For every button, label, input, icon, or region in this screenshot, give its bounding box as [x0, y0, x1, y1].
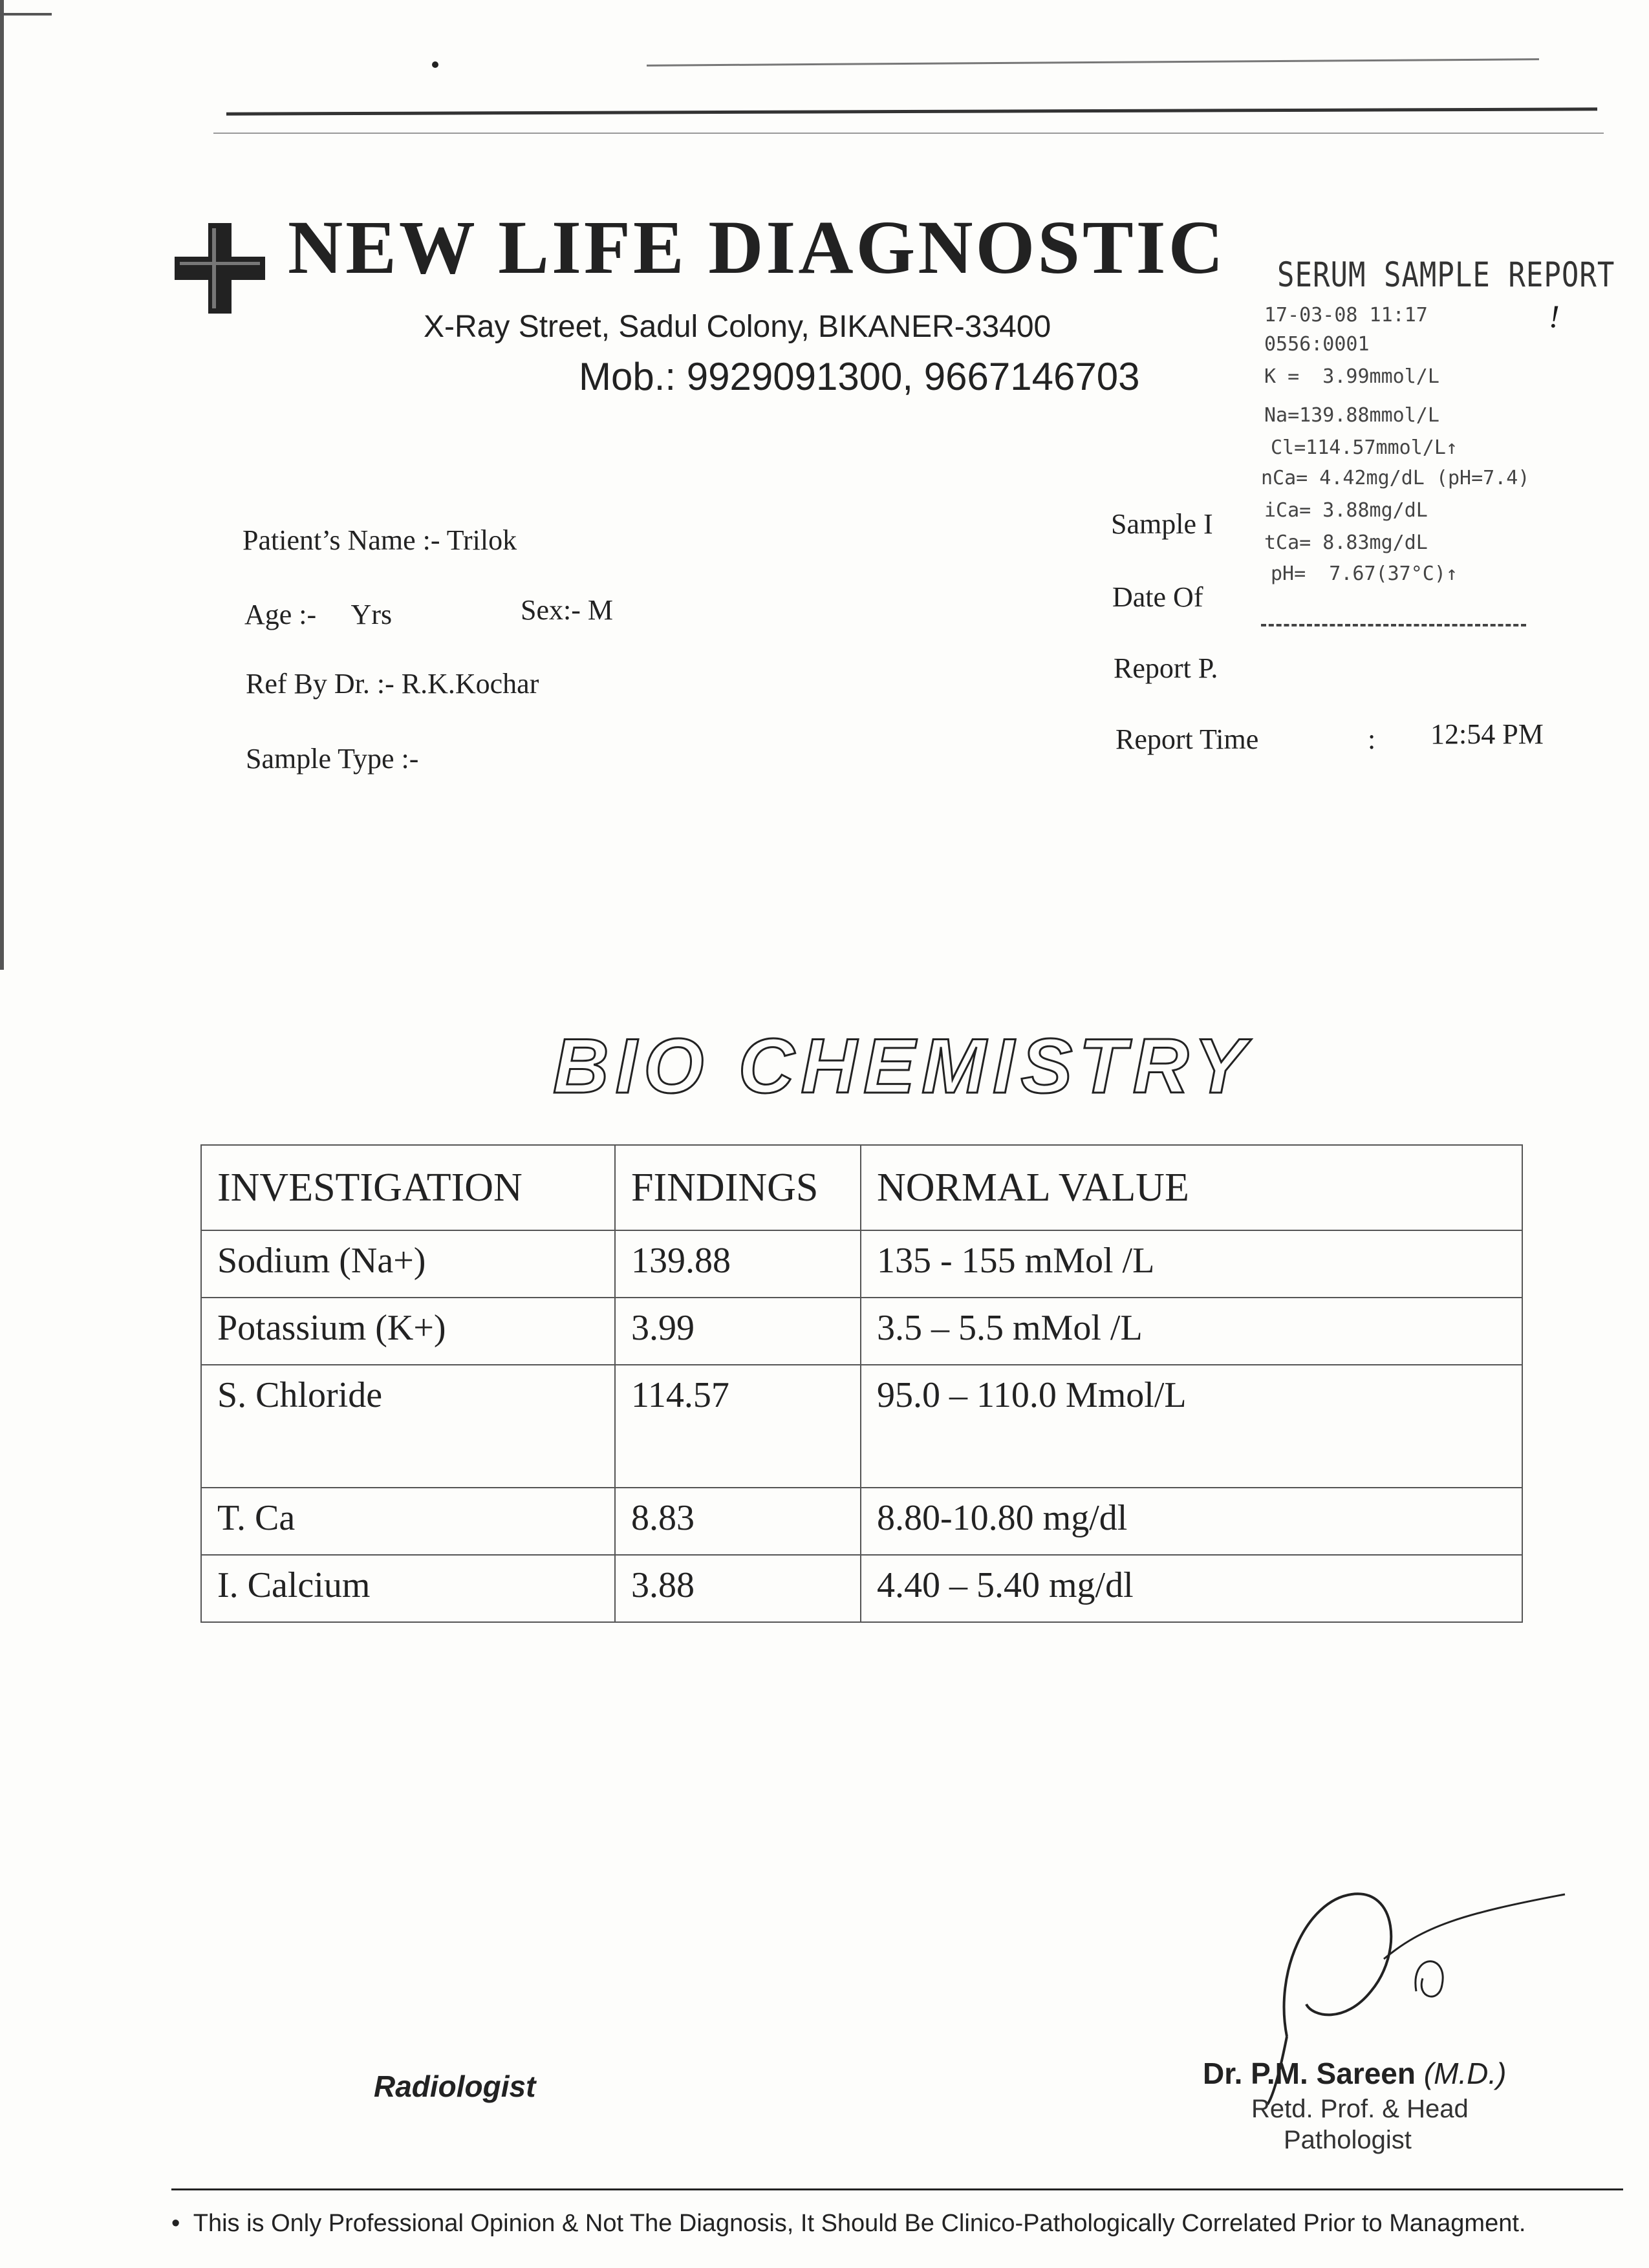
finding-cell: 3.88 — [615, 1555, 861, 1622]
serum-line: pH= 7.67(37°C)↑ — [1271, 562, 1458, 585]
serum-line: iCa= 3.88mg/dL — [1264, 499, 1428, 522]
normal-value-cell: 135 - 155 mMol /L — [861, 1230, 1522, 1298]
date-of-label: Date Of — [1112, 581, 1203, 613]
doctor-title: Retd. Prof. & Head — [1251, 2095, 1469, 2123]
section-title: BIO CHEMISTRY — [553, 1023, 1253, 1109]
normal-value-cell: 3.5 – 5.5 mMol /L — [861, 1298, 1522, 1365]
serum-line: Cl=114.57mmol/L↑ — [1271, 436, 1458, 459]
dashed-divider — [1261, 624, 1526, 626]
scan-edge-corner — [0, 13, 52, 16]
patient-name: Patient’s Name :- Trilok — [242, 524, 517, 556]
serum-line: tCa= 8.83mg/dL — [1264, 531, 1428, 554]
investigation-cell: T. Ca — [201, 1488, 615, 1555]
table-row — [201, 1488, 1522, 1555]
serum-line: 0556:0001 — [1264, 333, 1370, 356]
normal-value-cell: 4.40 – 5.40 mg/dl — [861, 1555, 1522, 1622]
investigation-cell: S. Chloride — [201, 1365, 615, 1488]
finding-cell: 8.83 — [615, 1488, 861, 1555]
disclaimer: • This is Only Professional Opinion & Not The Diagnosis, It Should Be Clinico-Pathologically Correlated Prior to Managment. — [171, 2210, 1526, 2237]
serum-mark: ! — [1549, 298, 1560, 334]
report-time-value: 12:54 PM — [1430, 718, 1544, 750]
column-header: FINDINGS — [615, 1145, 861, 1230]
serum-line: K = 3.99mmol/L — [1264, 365, 1439, 388]
investigation-cell: Sodium (Na+) — [201, 1230, 615, 1298]
serum-line: nCa= 4.42mg/dL (pH=7.4) — [1261, 467, 1530, 489]
finding-cell: 3.99 — [615, 1298, 861, 1365]
patient-age: Age :- Yrs — [244, 599, 393, 630]
lab-name: NEW LIFE DIAGNOSTIC — [288, 205, 1226, 290]
sample-id-label: Sample I — [1111, 508, 1213, 540]
header-rule — [226, 107, 1597, 115]
medical-cross-icon — [175, 223, 265, 314]
serum-line: Na=139.88mmol/L — [1264, 404, 1439, 427]
report-p-label: Report P. — [1114, 652, 1218, 684]
table-header-row — [201, 1145, 1522, 1230]
finding-cell: 139.88 — [615, 1230, 861, 1298]
report-time-colon: : — [1368, 723, 1376, 755]
lab-mobile: Mob.: 9929091300, 9667146703 — [579, 355, 1140, 398]
header-rule-thin — [213, 133, 1604, 134]
footer-rule — [171, 2188, 1623, 2190]
column-header: NORMAL VALUE — [861, 1145, 1522, 1230]
doctor-role: Pathologist — [1284, 2126, 1412, 2154]
column-header: INVESTIGATION — [201, 1145, 615, 1230]
doctor-name: Dr. P.M. Sareen (M.D.) — [1203, 2057, 1507, 2090]
patient-sex: Sex:- M — [521, 594, 613, 626]
normal-value-cell: 95.0 – 110.0 Mmol/L — [861, 1365, 1522, 1488]
investigation-cell: Potassium (K+) — [201, 1298, 615, 1365]
investigation-cell: I. Calcium — [201, 1555, 615, 1622]
scan-edge — [0, 0, 4, 970]
table-row — [201, 1555, 1522, 1622]
finding-cell: 114.57 — [615, 1365, 861, 1488]
sample-type: Sample Type :- — [246, 743, 419, 775]
table-row — [201, 1230, 1522, 1298]
table-row — [201, 1298, 1522, 1365]
report-time-label: Report Time — [1116, 723, 1259, 755]
referring-doctor: Ref By Dr. :- R.K.Kochar — [246, 668, 539, 700]
radiologist-label: Radiologist — [374, 2070, 536, 2103]
table-row — [201, 1365, 1522, 1488]
scan-line — [647, 58, 1539, 67]
results-table — [200, 1144, 1523, 1623]
normal-value-cell: 8.80-10.80 mg/dl — [861, 1488, 1522, 1555]
serum-report-title: SERUM SAMPLE REPORT — [1277, 255, 1615, 295]
serum-line: 17-03-08 11:17 — [1264, 304, 1428, 326]
scan-dot — [432, 61, 438, 68]
lab-address: X-Ray Street, Sadul Colony, BIKANER-33400 — [424, 310, 1051, 344]
